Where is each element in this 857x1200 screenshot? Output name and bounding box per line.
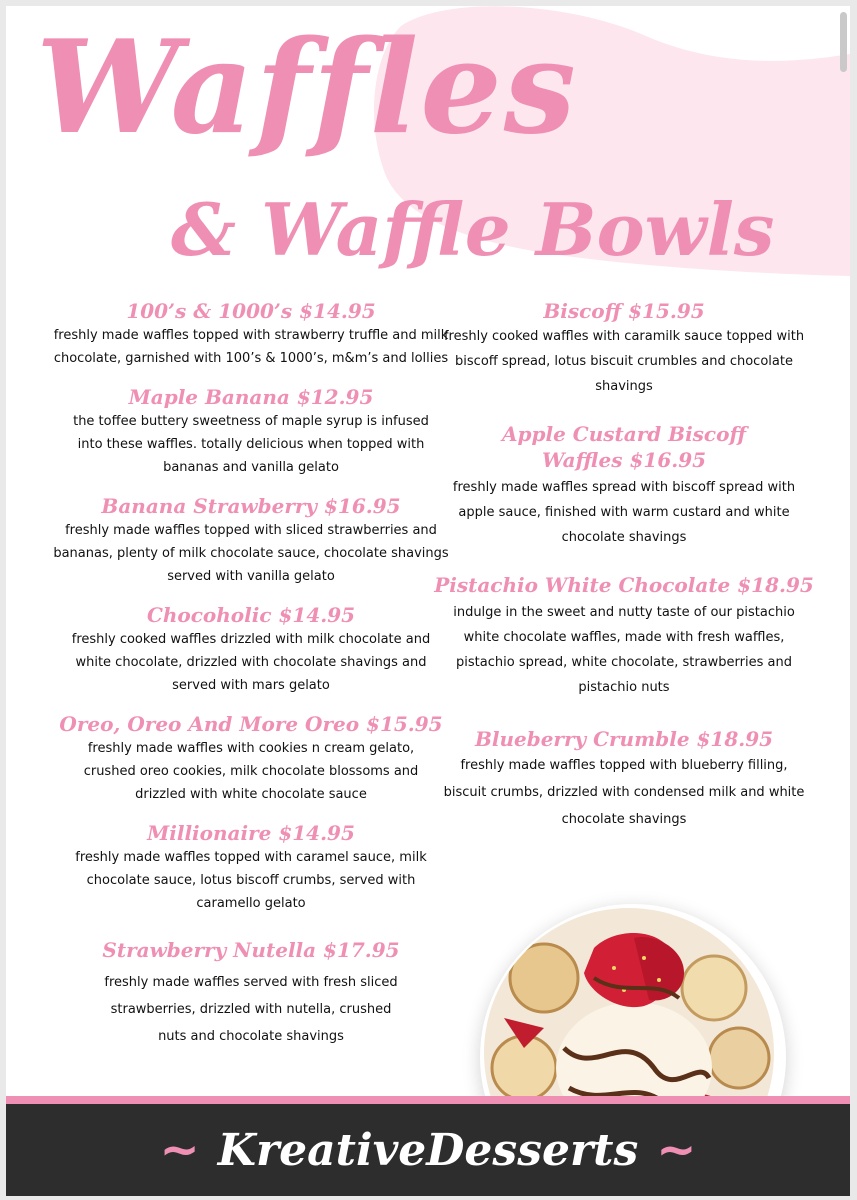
menu-item-title: Maple Banana $12.95 [128, 385, 374, 409]
menu-item-description: freshly cooked waffles with caramilk sauce topped with biscoff spread, lotus biscuit crumbles and chocolate shavings [443, 329, 805, 394]
menu-item-title: Millionaire $14.95 [147, 821, 355, 845]
menu-item-description: the toffee buttery sweetness of maple syrup is infused into these waffles. totally delicious when topped with bananas and vanilla gelato [73, 414, 429, 475]
menu-item-description: freshly made waffles spread with biscoff spread with apple sauce, finished with warm custard and white chocolate shavings [452, 480, 796, 545]
menu-item [42, 711, 460, 806]
menu-page [6, 6, 850, 1196]
menu-item-title: Strawberry Nutella $17.95 [102, 938, 400, 962]
menu-item [42, 384, 460, 479]
menu-item [434, 572, 814, 700]
menu-item-description: indulge in the sweet and nutty taste of our pistachio white chocolate waffles, made with fresh waffles, pistachio spread, white chocolate, strawberries and pistachio nuts [453, 605, 795, 695]
menu-item [434, 421, 814, 550]
menu-item [434, 298, 814, 399]
menu-item [42, 602, 460, 697]
brand-name: KreativeDesserts [217, 1124, 639, 1176]
footer-bar [6, 1104, 850, 1196]
menu-item-description: freshly cooked waffles drizzled with milk chocolate and white chocolate, drizzled with chocolate shavings and served with mars gelato [71, 632, 431, 693]
menu-item [42, 820, 460, 915]
menu-item-title: Blueberry Crumble $18.95 [474, 727, 774, 751]
page-subtitle: & Waffle Bowls [171, 187, 775, 272]
menu-item-title: Oreo, Oreo And More Oreo $15.95 [59, 712, 443, 736]
footer-tilde-left: ~ [159, 1122, 200, 1178]
menu-item-description: freshly made waffles with cookies n cream gelato, crushed oreo cookies, milk chocolate blossoms and drizzled with white chocolate sauce [83, 741, 419, 802]
menu-column-right [434, 298, 814, 833]
menu-item-title: Chocoholic $14.95 [146, 603, 356, 627]
menu-item-title: Banana Strawberry $16.95 [101, 494, 401, 518]
menu-item-description: freshly made waffles topped with blueberry filling, biscuit crumbs, drizzled with condensed milk and white chocolate shavings [443, 758, 805, 827]
menu-item [42, 493, 460, 588]
menu-item-description: freshly made waffles topped with strawberry truffle and milk chocolate, garnished with 100’s & 1000’s, m&m’s and lollies [53, 328, 449, 366]
menu-item-description: freshly made waffles served with fresh sliced strawberries, drizzled with nutella, crushed nuts and chocolate shavings [104, 975, 398, 1044]
menu-item-description: freshly made waffles topped with sliced strawberries and bananas, plenty of milk chocolate sauce, chocolate shavings served with vanilla gelato [53, 523, 449, 584]
menu-item-title: Apple Custard Biscoff Waffles $16.95 [502, 422, 746, 472]
footer-accent-stripe [6, 1096, 850, 1104]
menu-item [434, 726, 814, 833]
menu-column-left [42, 298, 460, 1050]
menu-item [42, 937, 460, 1050]
page-title: Waffles [36, 13, 578, 163]
footer-tilde-right: ~ [656, 1122, 697, 1178]
menu-item [42, 298, 460, 370]
menu-item-description: freshly made waffles topped with caramel sauce, milk chocolate sauce, lotus biscoff crumbs, served with caramello gelato [75, 850, 427, 911]
scrollbar[interactable] [840, 12, 847, 72]
menu-item-title: 100’s & 1000’s $14.95 [126, 299, 376, 323]
menu-item-title: Pistachio White Chocolate $18.95 [434, 573, 814, 597]
menu-item-title: Biscoff $15.95 [543, 299, 705, 323]
